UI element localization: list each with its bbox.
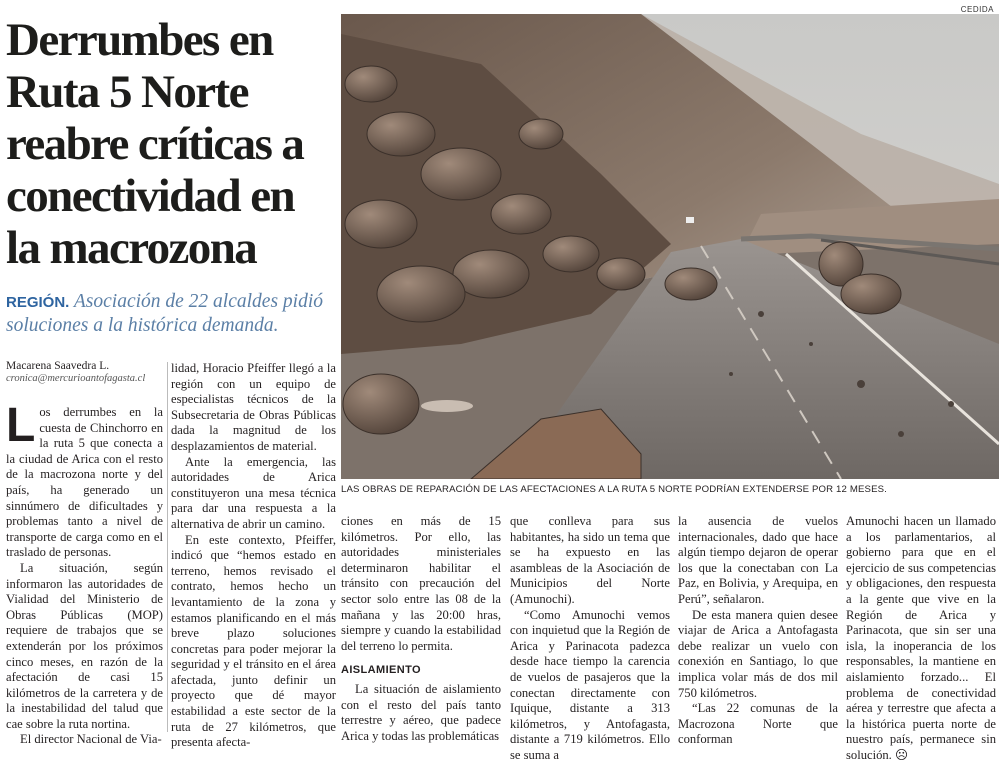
body-column-4 bbox=[510, 514, 670, 764]
body-column-1 bbox=[6, 399, 163, 748]
body-paragraph: ciones en más de 15 kilómetros. Por ello, las autoridades ministeriales determinaron habilitar el tránsito con precaución del sector solo entre las 08 de la mañana y las 20:00 hras, siempre y cuando la estabilidad del terreno lo permita. bbox=[341, 514, 501, 653]
body-column-5 bbox=[678, 514, 838, 748]
body-paragraph: la ausencia de vuelos internacionales, dado que hace algún tiempo dejaron de operar los que la conectaban con La Paz, en Bolivia, y Arequipa, en Perú”, señalaron. bbox=[678, 514, 838, 606]
body-paragraph: que conlleva para sus habitantes, ha sido un tema que se ha expuesto en las asambleas de la Asociación de Municipios del Norte (Amunochi). bbox=[510, 514, 670, 606]
body-paragraph: La situación, según informaron las autoridades de Vialidad del Ministerio de Obras Públicas (MOP) requiere de trabajos que se extenderán por los próximos cinco meses, en razón de la afectación de casi 15 kilómetros de la carretera y de la inestabilidad del talud que cae sobre la ruta nortina. bbox=[6, 560, 163, 731]
byline bbox=[6, 360, 171, 384]
photo-credit: CEDIDA bbox=[960, 5, 994, 14]
column-divider bbox=[167, 362, 168, 732]
body-paragraph: “Como Amunochi vemos con inquietud que la Región de Arica y Parinacota padezca desde hace tiempo la carencia de vuelos de pasajeros que la conectan directamente con Iquique, distante a 313 kilómetros, y Antofagasta, distante a 719 kilómetros. Ello se suma a bbox=[510, 607, 670, 762]
body-column-3 bbox=[341, 514, 501, 744]
body-paragraph: En este contexto, Pfeiffer, indicó que “hemos estado en terreno, hemos revisado el contrato, hemos hecho un levantamiento de la zona y estamos planificando en el más breve plazo soluciones concretas para poder mejorar la seguridad y el tránsito en el área afectada, junto definir un proyecto que dé mayor estabilidad a este sector de la ruta de 27 kilómetros, que presenta afecta- bbox=[171, 532, 336, 750]
body-paragraph: “Las 22 comunas de la Macrozona Norte que conforman bbox=[678, 701, 838, 747]
author-name: Macarena Saavedra L. bbox=[6, 360, 110, 372]
headline: Derrumbes en Ruta 5 Norte reabre críticas a conectividad en la macrozona bbox=[6, 14, 304, 274]
section-subhead: AISLAMIENTO bbox=[341, 664, 421, 677]
body-column-6 bbox=[846, 514, 996, 764]
author-email: cronica@mercurioantofagasta.cl bbox=[6, 373, 146, 384]
section-tag: REGIÓN. bbox=[6, 294, 70, 311]
body-paragraph: De esta manera quien desee viajar de Arica a Antofagasta debe realizar un vuelo con conexión en Santiago, lo que implica volar más de dos mil 750 kilómetros. bbox=[678, 607, 838, 700]
body-text: Amunochi hacen un llamado a los parlamentarios, al gobierno para que en el ejercicio de sus competencias y obligaciones, den respuesta a la gente que vive en la Región de Arica y Parinacota, que sin ser una isla, la inoperancia de los responsables, la mantiene en aislamiento forzado... El problema de conectividad aérea y terrestre que afecta a la histórica puerta norte de nuestro país, permanece sin solución. bbox=[846, 514, 996, 762]
body-column-2 bbox=[171, 361, 336, 751]
body-paragraph bbox=[846, 514, 996, 764]
lede-text: Asociación de 22 alcaldes pidió soluciones a la histórica demanda. bbox=[6, 291, 323, 336]
landslide-road-illustration bbox=[341, 14, 999, 479]
lede bbox=[6, 290, 336, 337]
body-paragraph: Los derrumbes en la cuesta de Chinchorro en la ruta 5 que conecta a la ciudad de Arica con el resto de la macrozona norte y del país, ha generado un sinnúmero de dificultades y problemas tanto a nivel de transporte de carga como en el traslado de personas. bbox=[6, 399, 163, 560]
article-photo bbox=[341, 14, 999, 479]
body-paragraph: lidad, Horacio Pfeiffer llegó a la región con un equipo de especialistas técnicos de la Subsecretaria de Obras Públicas dada la magnitud de los desplazamientos de material. bbox=[171, 361, 336, 453]
body-paragraph: La situación de aislamiento con el resto del país tanto terrestre y aéreo, que padece Arica y todas las problemáticas bbox=[341, 681, 501, 743]
photo-caption: LAS OBRAS DE REPARACIÓN DE LAS AFECTACIONES A LA RUTA 5 NORTE PODRÍAN EXTENDERSE POR 12 MESES. bbox=[341, 484, 887, 495]
body-paragraph: Ante la emergencia, las autoridades de Arica constituyeron una mesa técnica para dar una respuesta a la alternativa de abrir un camino. bbox=[171, 454, 336, 531]
end-mark-icon: ☹ bbox=[894, 747, 909, 762]
body-paragraph: El director Nacional de Via- bbox=[20, 732, 162, 747]
